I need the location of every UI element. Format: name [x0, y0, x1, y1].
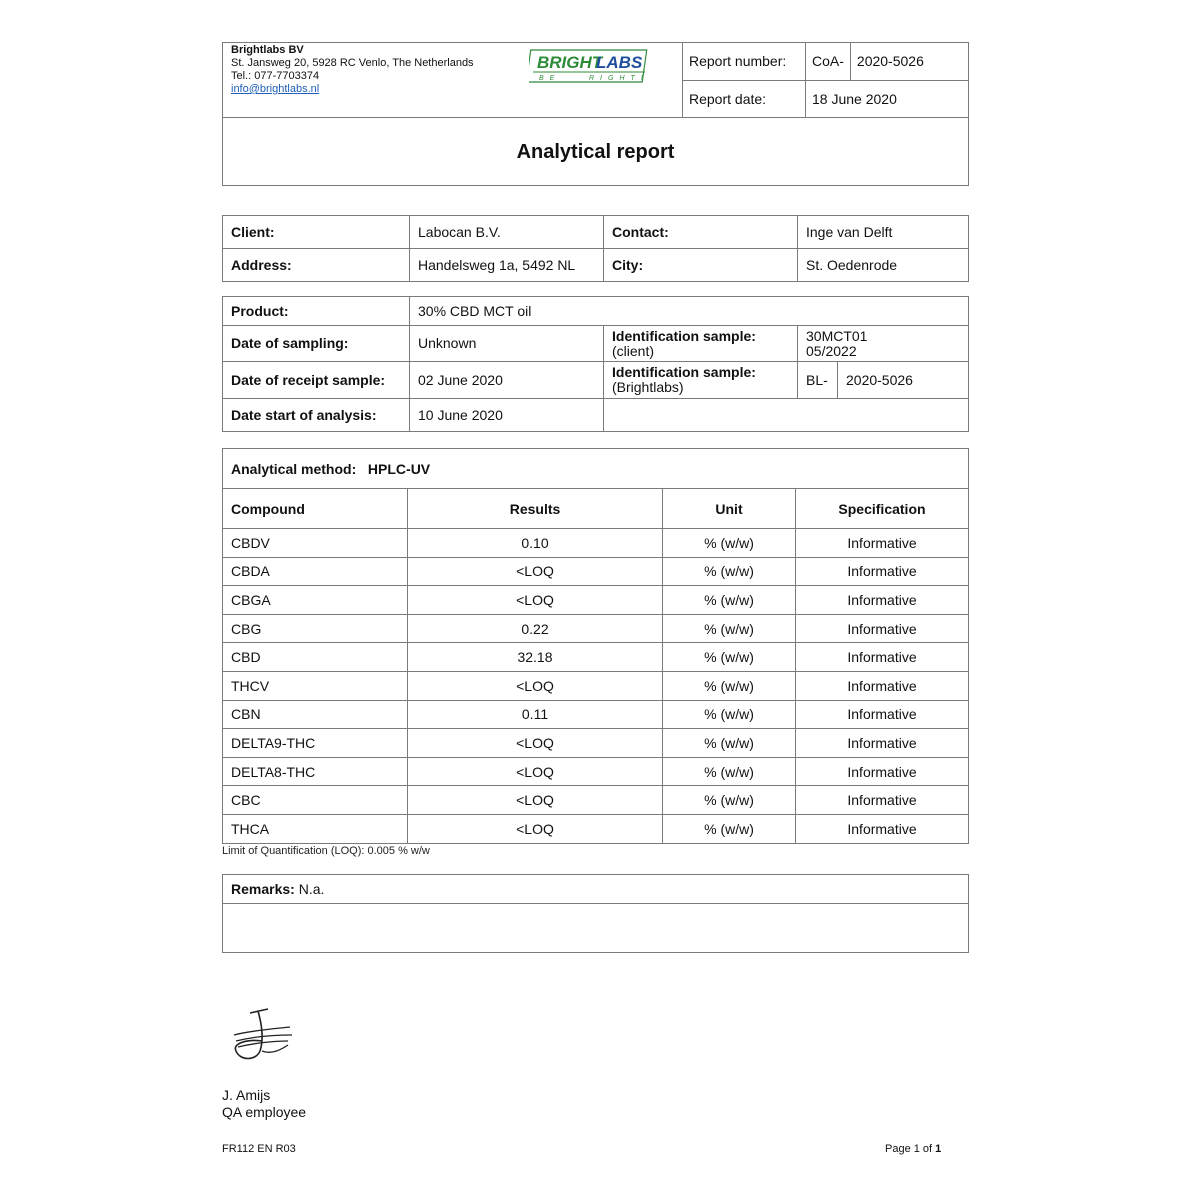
id-bl-label-cell — [604, 362, 798, 399]
id-client-label-cell — [604, 326, 798, 362]
start-label: Date start of analysis: — [223, 399, 410, 432]
compound-cell: DELTA9-THC — [223, 729, 408, 758]
page-total: 1 — [935, 1143, 942, 1155]
svg-text:BRIGHT: BRIGHT — [537, 53, 603, 72]
compound-cell: CBC — [223, 786, 408, 815]
results-table — [222, 448, 969, 844]
unit-cell: % (w/w) — [663, 643, 796, 672]
id-client-value: 30MCT01 — [806, 327, 868, 344]
id-bl-sub: (Brightlabs) — [612, 379, 684, 395]
spec-cell: Informative — [796, 757, 969, 786]
result-cell: <LOQ — [408, 757, 663, 786]
table-row — [223, 671, 969, 700]
unit-cell: % (w/w) — [663, 729, 796, 758]
remarks-value: N.a. — [298, 881, 325, 897]
company-name: Brightlabs BV — [231, 44, 304, 56]
result-cell: <LOQ — [408, 729, 663, 758]
remarks-label: Remarks: — [231, 881, 295, 897]
id-client-label: Identification sample: — [612, 327, 756, 344]
compound-cell: CBDA — [223, 557, 408, 586]
contact-label: Contact: — [604, 216, 798, 249]
table-row — [223, 557, 969, 586]
result-cell: <LOQ — [408, 671, 663, 700]
compound-cell: THCV — [223, 671, 408, 700]
unit-cell: % (w/w) — [663, 529, 796, 558]
remarks-cell — [223, 875, 969, 904]
table-row — [223, 614, 969, 643]
signer-name: J. Amijs — [222, 1087, 271, 1103]
contact-value: Inge van Delft — [798, 216, 969, 249]
method-value: HPLC-UV — [367, 460, 431, 477]
id-bl-prefix: BL- — [798, 362, 838, 399]
page-number — [885, 1143, 941, 1155]
unit-cell: % (w/w) — [663, 700, 796, 729]
company-info — [231, 44, 474, 96]
id-client-value2: 05/2022 — [806, 342, 857, 359]
col-header-compound: Compound — [223, 489, 408, 529]
col-header-specification: Specification — [796, 489, 969, 529]
result-cell: 0.22 — [408, 614, 663, 643]
client-label: Client: — [223, 216, 410, 249]
spec-cell: Informative — [796, 643, 969, 672]
city-value: St. Oedenrode — [798, 249, 969, 282]
table-row — [223, 529, 969, 558]
report-date-value: 18 June 2020 — [806, 80, 969, 117]
report-date-label: Report date: — [683, 80, 806, 117]
spec-cell: Informative — [796, 786, 969, 815]
start-empty-cell — [604, 399, 969, 432]
spec-cell: Informative — [796, 814, 969, 843]
result-cell: 0.11 — [408, 700, 663, 729]
result-cell: <LOQ — [408, 557, 663, 586]
id-bl-value: 2020-5026 — [838, 362, 969, 399]
svg-text:RIGHT!: RIGHT! — [589, 75, 649, 82]
compound-cell: CBGA — [223, 586, 408, 615]
spec-cell: Informative — [796, 529, 969, 558]
sampling-label: Date of sampling: — [223, 326, 410, 362]
signature-icon — [228, 1005, 298, 1065]
product-table — [222, 296, 969, 432]
spec-cell: Informative — [796, 729, 969, 758]
report-number-value: 2020-5026 — [850, 43, 968, 80]
result-cell: <LOQ — [408, 814, 663, 843]
report-header — [222, 42, 969, 186]
unit-cell: % (w/w) — [663, 586, 796, 615]
report-number-prefix: CoA- — [806, 43, 851, 80]
city-label: City: — [604, 249, 798, 282]
loq-note: Limit of Quantification (LOQ): 0.005 % w/w — [222, 845, 430, 857]
unit-cell: % (w/w) — [663, 557, 796, 586]
id-client-sub: (client) — [612, 342, 655, 359]
header-divider — [223, 117, 968, 118]
unit-cell: % (w/w) — [663, 671, 796, 700]
unit-cell: % (w/w) — [663, 757, 796, 786]
compound-cell: DELTA8-THC — [223, 757, 408, 786]
table-row — [223, 814, 969, 843]
address-label: Address: — [223, 249, 410, 282]
remarks-blank — [223, 904, 969, 953]
form-code: FR112 EN R03 — [222, 1143, 296, 1155]
compound-cell: CBG — [223, 614, 408, 643]
svg-text:BE: BE — [539, 75, 561, 82]
report-number-label: Report number: — [683, 43, 806, 80]
table-row — [223, 700, 969, 729]
spec-cell: Informative — [796, 557, 969, 586]
result-cell: <LOQ — [408, 586, 663, 615]
result-cell: 32.18 — [408, 643, 663, 672]
receipt-value: 02 June 2020 — [410, 362, 604, 399]
unit-cell: % (w/w) — [663, 614, 796, 643]
spec-cell: Informative — [796, 671, 969, 700]
brightlabs-logo-icon — [529, 48, 649, 84]
result-cell: <LOQ — [408, 786, 663, 815]
table-row — [223, 786, 969, 815]
report-info-box — [682, 43, 968, 117]
product-value: 30% CBD MCT oil — [410, 297, 969, 326]
client-value: Labocan B.V. — [410, 216, 604, 249]
signer-block — [222, 1087, 306, 1121]
col-header-results: Results — [408, 489, 663, 529]
company-address: St. Jansweg 20, 5928 RC Venlo, The Netherlands — [231, 57, 474, 69]
svg-text:LABS: LABS — [596, 53, 643, 72]
col-header-unit: Unit — [663, 489, 796, 529]
sampling-value: Unknown — [410, 326, 604, 362]
compound-cell: CBDV — [223, 529, 408, 558]
compound-cell: CBN — [223, 700, 408, 729]
product-label: Product: — [223, 297, 410, 326]
start-value: 10 June 2020 — [410, 399, 604, 432]
compound-cell: CBD — [223, 643, 408, 672]
spec-cell: Informative — [796, 614, 969, 643]
signer-role: QA employee — [222, 1104, 307, 1120]
company-tel: Tel.: 077-7703374 — [231, 70, 320, 82]
method-label: Analytical method: — [231, 460, 357, 477]
address-value: Handelsweg 1a, 5492 NL — [410, 249, 604, 282]
unit-cell: % (w/w) — [663, 786, 796, 815]
page-prefix: Page 1 of — [885, 1143, 936, 1155]
company-email-link[interactable]: info@brightlabs.nl — [231, 83, 320, 95]
client-table — [222, 215, 969, 282]
unit-cell: % (w/w) — [663, 814, 796, 843]
id-bl-label: Identification sample: — [612, 364, 756, 380]
page-title: Analytical report — [516, 141, 675, 163]
spec-cell: Informative — [796, 586, 969, 615]
receipt-label: Date of receipt sample: — [223, 362, 410, 399]
spec-cell: Informative — [796, 700, 969, 729]
table-row — [223, 586, 969, 615]
result-cell: 0.10 — [408, 529, 663, 558]
compound-cell: THCA — [223, 814, 408, 843]
table-row — [223, 643, 969, 672]
id-client-value-cell — [798, 326, 969, 362]
remarks-table — [222, 874, 969, 953]
method-cell — [223, 449, 969, 489]
table-row — [223, 757, 969, 786]
table-row — [223, 729, 969, 758]
